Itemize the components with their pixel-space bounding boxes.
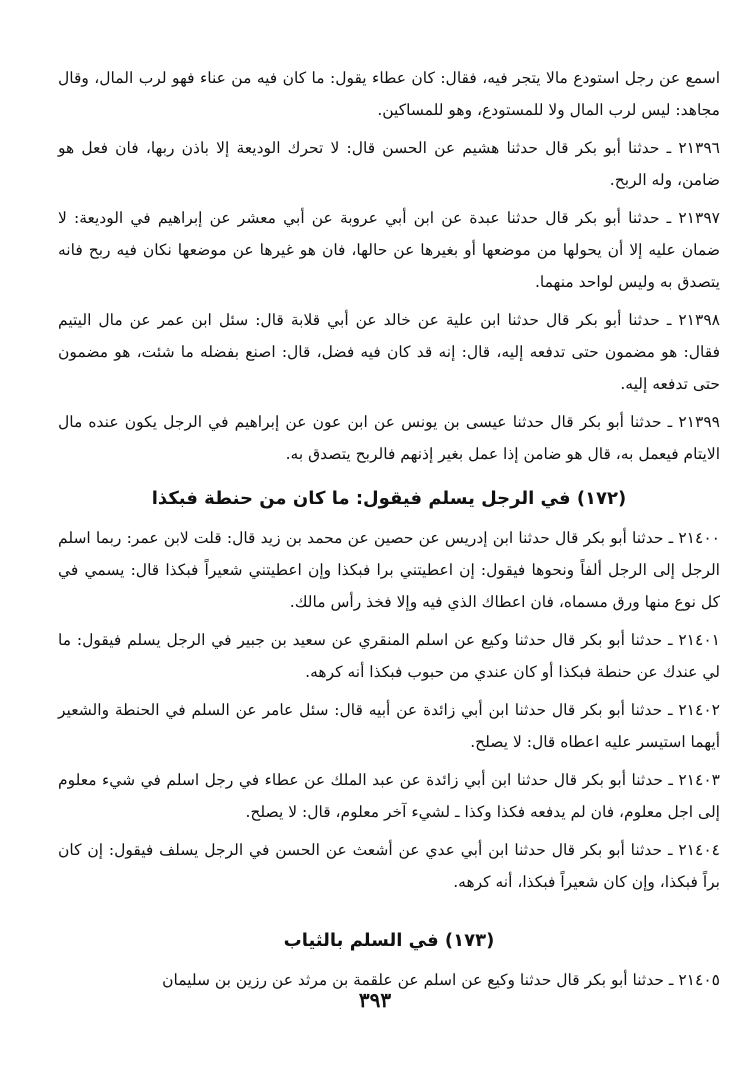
paragraph-continuation: اسمع عن رجل استودع مالا يتجر فيه، فقال: كان عطاء يقول: ما كان فيه من عناء فهو لرب المال، وقال مجاهد: ليس لرب المال ولا للمستودع، وهو للمساكين. [58, 69, 720, 119]
hadith-21397: ٢١٣٩٧ ـ حدثنا أبو بكر قال حدثنا عبدة عن ابن أبي عروبة عن أبي معشر عن إبراهيم في الوديعة: لا ضمان عليه إلا أن يحولها من موضعها أو بغيرها عن حالها، فان هو غيرها عن موضعها نكان فيه ربح فانه يتصدق به وليس لواحد منهما. [58, 209, 720, 291]
hadith-21402: ٢١٤٠٢ ـ حدثنا أبو بكر قال حدثنا ابن أبي زائدة عن أبيه قال: سئل عامر عن السلم في الحنطة والشعير أيهما استيسر عليه اعطاه قال: لا يصلح. [58, 701, 720, 751]
page-number: ٣٩٣ [358, 988, 392, 1012]
chapter-heading-173: (١٧٣) في السلم بالثياب [283, 930, 495, 951]
hadith-21404: ٢١٤٠٤ ـ حدثنا أبو بكر قال حدثنا ابن أبي عدي عن أشعث عن الحسن في الرجل يسلف فيقول: إن كان براً فبكذا، وإن كان شعيراً فبكذا، أنه كرهه. [58, 841, 720, 891]
chapter-heading-172: (١٧٢) في الرجل يسلم فيقول: ما كان من حنطة فبكذا [151, 488, 627, 509]
hadith-21398: ٢١٣٩٨ ـ حدثنا أبو بكر قال حدثنا ابن علية عن خالد عن أبي قلابة قال: سئل ابن عمر عن مال اليتيم فقال: هو مضمون حتى تدفعه إليه، قال: إنه قد كان فيه فضل، قال: اصنع بفضله ما شئت، هو مضمون حتى تدفعه إليه. [58, 311, 720, 393]
hadith-21403: ٢١٤٠٣ ـ حدثنا أبو بكر قال حدثنا ابن أبي زائدة عن عبد الملك عن عطاء في رجل اسلم في شيء معلوم إلى اجل معلوم، فان لم يدفعه فكذا وكذا ـ لشيء آخر معلوم، قال: لا يصلح. [58, 771, 720, 821]
hadith-21399: ٢١٣٩٩ ـ حدثنا أبو بكر قال حدثنا عيسى بن يونس عن ابن عون عن إبراهيم في الرجل يكون عنده مال الايتام فيعمل به، قال هو ضامن إذا عمل بغير إذنهم فالربح يتصدق به. [58, 413, 720, 463]
hadith-21405: ٢١٤٠٥ ـ حدثنا أبو بكر قال حدثنا وكيع عن اسلم عن علقمة بن مرثد عن رزين بن سليمان [162, 971, 720, 989]
page-body [58, 62, 720, 996]
hadith-21401: ٢١٤٠١ ـ حدثنا أبو بكر قال حدثنا وكيع عن اسلم المنقري عن سعيد بن جبير في الرجل يسلم فيقول: ما لي عندك عن حنطة فبكذا أو كان عندي من حبوب فبكذا أنه كرهه. [58, 631, 720, 681]
hadith-21396: ٢١٣٩٦ ـ حدثنا أبو بكر قال حدثنا هشيم عن الحسن قال: لا تحرك الوديعة إلا باذن ربها، فان فعل هو ضامن، وله الربح. [58, 139, 720, 189]
hadith-21400: ٢١٤٠٠ ـ حدثنا أبو بكر قال حدثنا ابن إدريس عن حصين عن محمد بن زيد قال: قلت لابن عمر: ربما اسلم الرجل إلى الرجل ألفاً ونحوها فيقول: إن اعطيتني برا فبكذا وإن اعطيتني شعيراً فبكذا قال: يسمي في كل نوع منها ورق مسماه، فان اعطاك الذي فيه وإلا فخذ رأس مالك. [58, 529, 720, 611]
